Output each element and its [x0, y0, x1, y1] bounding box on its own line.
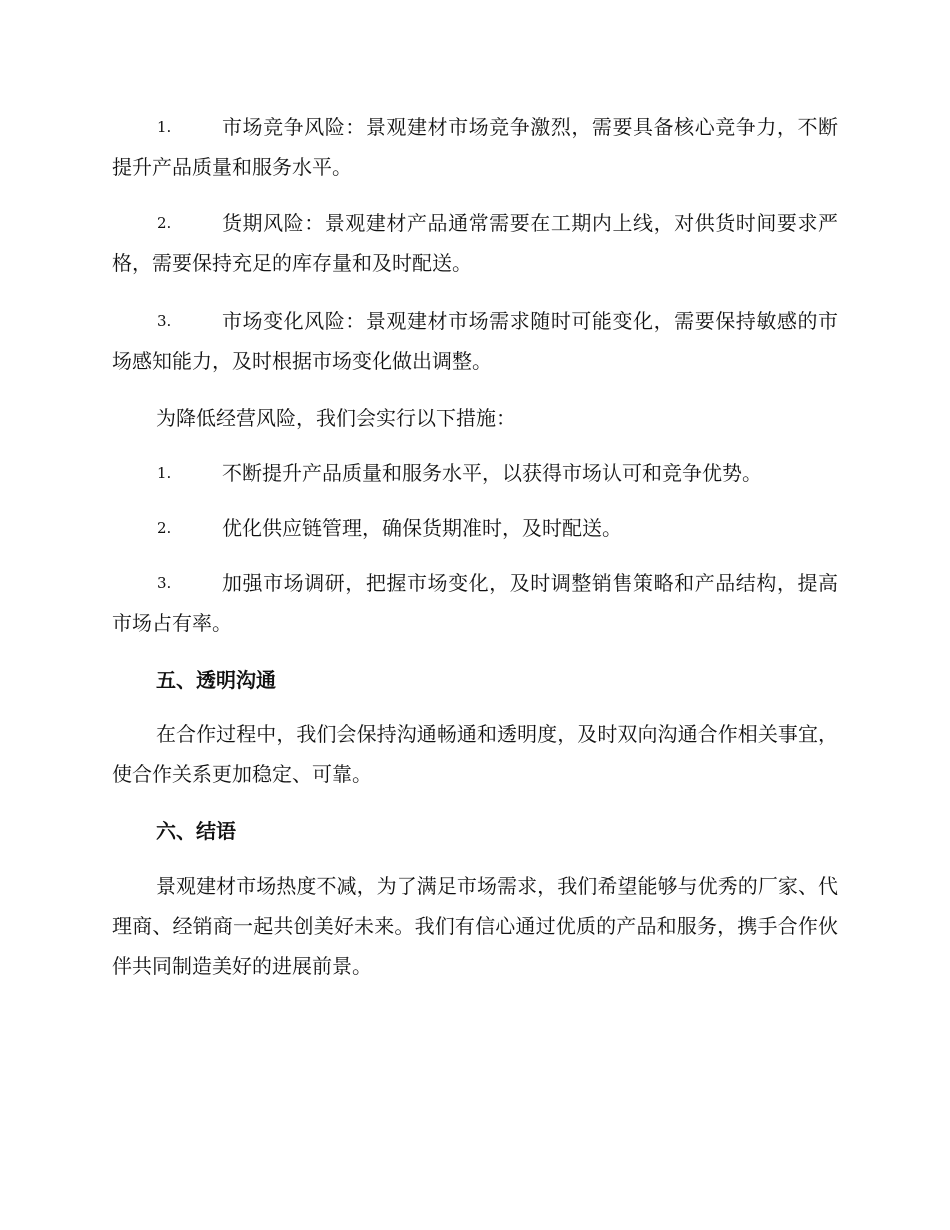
- risk-item-2: [112, 203, 838, 283]
- measure-item-text: 优化供应链管理，确保货期准时，及时配送。: [222, 516, 622, 540]
- risk-item-text: 市场竞争风险：景观建材市场竞争激烈，需要具备核心竞争力，不断提升产品质量和服务水平。: [112, 115, 838, 179]
- measures-intro: 为降低经营风险，我们会实行以下措施：: [156, 406, 516, 430]
- measure-item-3: [112, 563, 838, 643]
- measure-item-number: 2.: [157, 519, 172, 537]
- risk-item-3: [112, 301, 838, 381]
- section-body-conclusion: 景观建材市场热度不减，为了满足市场需求，我们希望能够与优秀的厂家、代理商、经销商一起共创美好未来。我们有信心通过优质的产品和服务，携手合作伙伴共同制造美好的进展前景。: [112, 874, 838, 978]
- measure-item-number: 1.: [157, 464, 172, 482]
- risk-item-number: 3.: [157, 312, 172, 330]
- risk-item-number: 1.: [157, 118, 172, 136]
- risk-item-text: 市场变化风险：景观建材市场需求随时可能变化，需要保持敏感的市场感知能力，及时根据市场变化做出调整。: [112, 309, 838, 373]
- risk-item-1: [112, 107, 838, 187]
- section-heading-conclusion: 六、结语: [156, 819, 236, 843]
- section-body-communication: 在合作过程中，我们会保持沟通畅通和透明度，及时双向沟通合作相关事宜，使合作关系更加稳定、可靠。: [112, 722, 838, 786]
- measure-item-text: 加强市场调研，把握市场变化，及时调整销售策略和产品结构，提高市场占有率。: [112, 571, 838, 635]
- risk-item-text: 货期风险：景观建材产品通常需要在工期内上线，对供货时间要求严格，需要保持充足的库存量和及时配送。: [112, 211, 838, 275]
- measure-item-1: [112, 453, 838, 493]
- risk-item-number: 2.: [157, 214, 172, 232]
- measure-item-number: 3.: [157, 574, 172, 592]
- measure-item-2: [112, 508, 838, 548]
- measure-item-text: 不断提升产品质量和服务水平，以获得市场认可和竞争优势。: [222, 461, 762, 485]
- section-heading-communication: 五、透明沟通: [156, 668, 276, 692]
